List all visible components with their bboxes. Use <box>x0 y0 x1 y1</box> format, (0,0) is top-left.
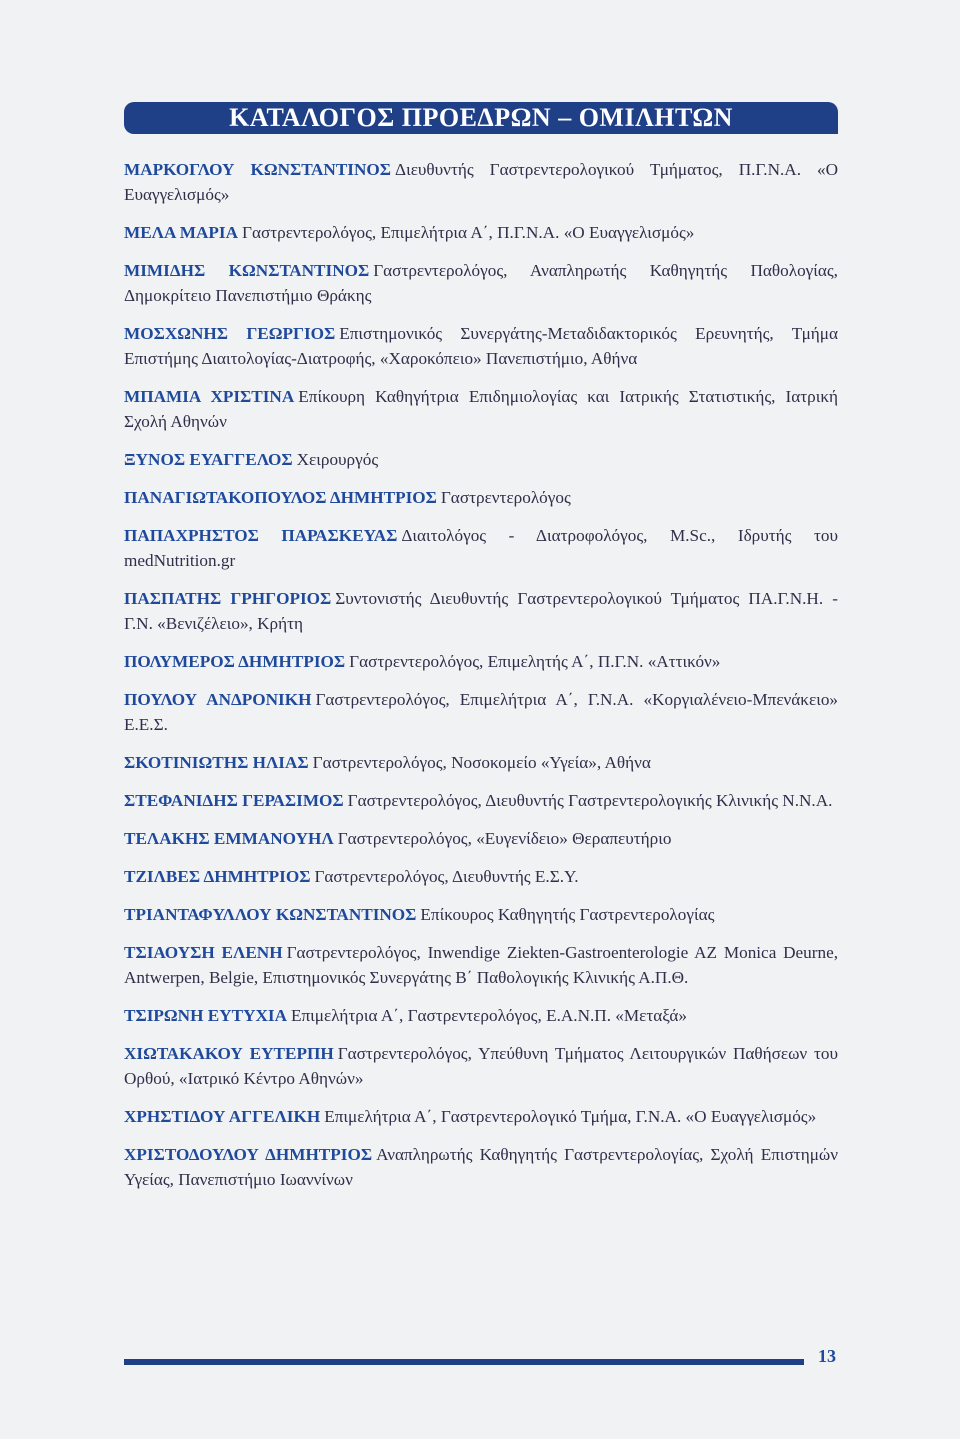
list-item <box>124 447 838 472</box>
speaker-affiliation: Γαστρεντερολόγος, Διευθυντής Ε.Σ.Υ. <box>314 867 579 886</box>
speaker-affiliation: Επίκουρη Καθηγήτρια Επιδημιολογίας και Ιατρικής Στατιστικής, Ιατρική Σχολή Αθηνών <box>124 387 838 431</box>
speaker-affiliation: Αναπληρωτής Καθηγητής Γαστρεντερολογίας, Σχολή Επιστημών Υγείας, Πανεπιστήμιο Ιωαννίνων <box>124 1145 838 1189</box>
speaker-name: ΜΟΣΧΩΝΗΣ ΓΕΩΡΓΙΟΣ <box>124 324 336 343</box>
list-item <box>124 321 838 371</box>
speaker-affiliation: Διευθυντής Γαστρεντερολογικού Τμήματος, Π.Γ.Ν.Α. «Ο Ευαγγελισμός» <box>124 160 838 204</box>
page-title: ΚΑΤΑΛΟΓΟΣ ΠΡΟΕΔΡΩΝ – ΟΜΙΛΗΤΩΝ <box>229 103 733 132</box>
list-item <box>124 864 838 889</box>
list-item <box>124 788 838 813</box>
speaker-name: ΣΚΟΤΙΝΙΩΤΗΣ ΗΛΙΑΣ <box>124 753 309 772</box>
speaker-name: ΤΡΙΑΝΤΑΦΥΛΛΟΥ ΚΩΝΣΤΑΝΤΙΝΟΣ <box>124 905 417 924</box>
speaker-name: ΠΑΠΑΧΡΗΣΤΟΣ ΠΑΡΑΣΚΕΥΑΣ <box>124 526 398 545</box>
speaker-affiliation: Γαστρεντερολόγος, Επιμελητής Α΄, Π.Γ.Ν. «Αττικόν» <box>349 652 721 671</box>
speaker-name: ΠΑΝΑΓΙΩΤΑΚΟΠΟΥΛΟΣ ΔΗΜΗΤΡΙΟΣ <box>124 488 437 507</box>
list-item <box>124 157 838 207</box>
speaker-name: ΠΑΣΠΑΤΗΣ ΓΡΗΓΟΡΙΟΣ <box>124 589 332 608</box>
speaker-affiliation: Γαστρεντερολόγος, Διευθυντής Γαστρεντερολογικής Κλινικής Ν.Ν.Α. <box>347 791 833 810</box>
speaker-name: ΜΠΑΜΙΑ ΧΡΙΣΤΙΝΑ <box>124 387 295 406</box>
list-item <box>124 1041 838 1091</box>
speaker-affiliation: Γαστρεντερολόγος, Αναπληρωτής Καθηγητής Παθολογίας, Δημοκρίτειο Πανεπιστήμιο Θράκης <box>124 261 838 305</box>
list-item <box>124 902 838 927</box>
speaker-name: ΤΣΙΑΟΥΣΗ ΕΛΕΝΗ <box>124 943 283 962</box>
speaker-name: ΧΙΩΤΑΚΑΚΟΥ ΕΥΤΕΡΠΗ <box>124 1044 334 1063</box>
list-item <box>124 687 838 737</box>
speaker-name: ΧΡΗΣΤΙΔΟΥ ΑΓΓΕΛΙΚΗ <box>124 1107 321 1126</box>
list-item <box>124 586 838 636</box>
speaker-affiliation: Διαιτολόγος - Διατροφολόγος, M.Sc., Ιδρυτής του medNutrition.gr <box>124 526 838 570</box>
speaker-affiliation: Γαστρεντερολόγος, Υπεύθυνη Τμήματος Λειτουργικών Παθήσεων του Ορθού, «Ιατρικό Κέντρο Αθηνών» <box>124 1044 838 1088</box>
list-item <box>124 258 838 308</box>
speaker-affiliation: Γαστρεντερολόγος <box>440 488 571 507</box>
speaker-affiliation: Επίκουρος Καθηγητής Γαστρεντερολογίας <box>420 905 715 924</box>
list-item <box>124 1003 838 1028</box>
list-item <box>124 649 838 674</box>
list-item <box>124 523 838 573</box>
speaker-name: ΣΤΕΦΑΝΙΔΗΣ ΓΕΡΑΣΙΜΟΣ <box>124 791 344 810</box>
footer-rule <box>124 1359 804 1365</box>
speaker-list <box>124 157 838 1205</box>
speaker-affiliation: Γαστρεντερολόγος, Επιμελήτρια Α΄, Π.Γ.Ν.Α. «Ο Ευαγγελισμός» <box>242 223 695 242</box>
speaker-affiliation: Γαστρεντερολόγος, Επιμελήτρια Α΄, Γ.Ν.Α. «Κοργιαλένειο-Μπενάκειο» Ε.Ε.Σ. <box>124 690 839 734</box>
speaker-affiliation: Χειρουργός <box>296 450 379 469</box>
speaker-affiliation: Γαστρεντερολόγος, Νοσοκομείο «Υγεία», Αθήνα <box>312 753 651 772</box>
speaker-name: ΤΕΛΑΚΗΣ ΕΜΜΑΝΟΥΗΛ <box>124 829 334 848</box>
list-item <box>124 220 838 245</box>
list-item <box>124 826 838 851</box>
speaker-affiliation: Γαστρεντερολόγος, Inwendige Ziekten-Gastroenterologie AZ Monica Deurne, Antwerpen, Belgie, Επιστημονικός Συνεργάτης Β΄ Παθολογικής Κλινικής Α.Π.Θ. <box>124 943 838 987</box>
list-item <box>124 1142 838 1192</box>
list-item <box>124 384 838 434</box>
speaker-name: ΜΕΛΑ ΜΑΡΙΑ <box>124 223 239 242</box>
speaker-affiliation: Συντονιστής Διευθυντής Γαστρεντερολογικού Τμήματος ΠΑ.Γ.Ν.Η. - Γ.Ν. «Βενιζέλειο», Κρήτη <box>124 589 838 633</box>
speaker-name: ΞΥΝΟΣ ΕΥΑΓΓΕΛΟΣ <box>124 450 293 469</box>
list-item <box>124 940 838 990</box>
list-item <box>124 750 838 775</box>
section-header <box>124 102 838 134</box>
speaker-affiliation: Επιμελήτρια Α΄, Γαστρεντερολόγος, Ε.Α.Ν.Π. «Μεταξά» <box>291 1006 687 1025</box>
speaker-affiliation: Επιστημονικός Συνεργάτης-Μεταδιδακτορικός Ερευνητής, Τμήμα Επιστήμης Διαιτολογίας-Διατροφής, «Χαροκόπειο» Πανεπιστήμιο, Αθήνα <box>124 324 838 368</box>
speaker-affiliation: Επιμελήτρια Α΄, Γαστρεντερολογικό Τμήμα, Γ.Ν.Α. «Ο Ευαγγελισμός» <box>324 1107 817 1126</box>
speaker-name: ΤΣΙΡΩΝΗ ΕΥΤΥΧΙΑ <box>124 1006 287 1025</box>
speaker-name: ΜΑΡΚΟΓΛΟΥ ΚΩΝΣΤΑΝΤΙΝΟΣ <box>124 160 392 179</box>
speaker-name: ΠΟΥΛΟΥ ΑΝΔΡΟΝΙΚΗ <box>124 690 312 709</box>
speaker-name: ΜΙΜΙΔΗΣ ΚΩΝΣΤΑΝΤΙΝΟΣ <box>124 261 370 280</box>
list-item <box>124 1104 838 1129</box>
page-number: 13 <box>818 1346 836 1366</box>
speaker-name: ΤΖΙΛΒΕΣ ΔΗΜΗΤΡΙΟΣ <box>124 867 311 886</box>
speaker-name: ΠΟΛΥΜΕΡΟΣ ΔΗΜΗΤΡΙΟΣ <box>124 652 346 671</box>
list-item <box>124 485 838 510</box>
speaker-name: ΧΡΙΣΤΟΔΟΥΛΟΥ ΔΗΜΗΤΡΙΟΣ <box>124 1145 373 1164</box>
speaker-affiliation: Γαστρεντερολόγος, «Ευγενίδειο» Θεραπευτήριο <box>337 829 672 848</box>
